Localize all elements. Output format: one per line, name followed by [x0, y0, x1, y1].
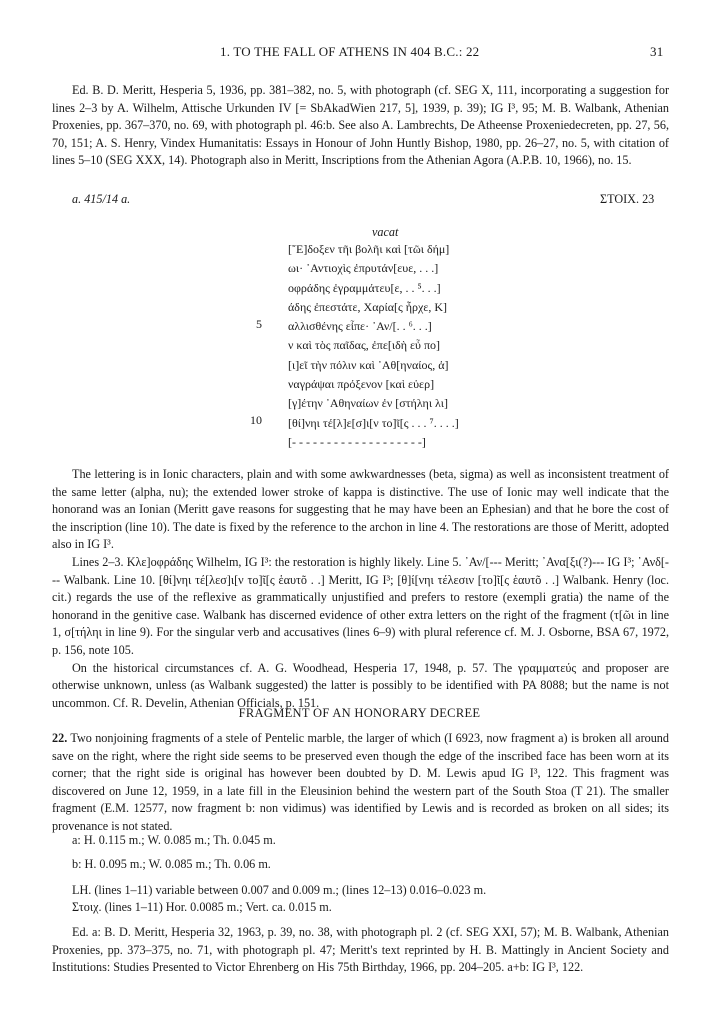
inscription-block	[288, 240, 459, 452]
inscription-line: ωι· ᾽Αντιοχὶς ἐπρυτάν[ευε, . . .]	[288, 261, 439, 276]
inscription-line: [῎Ε]δοξεν τῆι βολῆι καὶ [τῶι δήμ]	[288, 242, 450, 256]
edition-21-paragraph	[52, 82, 669, 170]
commentary	[52, 466, 669, 712]
inscription-line: αλλισθένης εἶπε· ᾽Αν/[. . ⁶. . .]	[288, 319, 432, 334]
measurement-a: a: H. 0.115 m.; W. 0.085 m.; Th. 0.045 m.	[72, 833, 276, 847]
inscription-line: οφράδης ἐγραμμάτευ[ε, . . ⁵. . .]	[288, 280, 441, 295]
edition-22-paragraph	[52, 924, 669, 977]
commentary-paragraph-2: Lines 2–3. Κλε]οφράδης Wilhelm, IG I³: the restoration is highly likely. Line 5. ᾽Αν/[--- Meritt; ᾽Ανα[ξι(?)--- IG I³; ᾽Ανδ[--- Walbank. Line 10. [θί]νηι τέ[λεσ]ι[ν το]ῖ[ς ἑαυτõ . .] Meritt, IG I³; [θ]ί[νηι τέλεσιν [το]ῖ[ς ἑαυτõ . .] Walbank. Henry (loc. cit.) regards the use of the reflexive as grammatically unjustified and prefers to restore (exempli gratia) the name of the honorand in the genitive case. Walbank has discerned evidence of other extra letters on the right of the fragment (τ[ῶι in line 1, σ[τήληι in line 9). For the singular verb and accusatives (lines 6–9) with plural reference cf. M. J. Osborne, BSA 67, 1972, p. 156, note 105.	[52, 554, 669, 657]
inscription-line: [- - - - - - - - - - - - - - - - - - -]	[288, 434, 426, 449]
vacat-label: vacat	[372, 225, 399, 239]
entry-number: 22.	[52, 731, 68, 745]
edition-21-text: Ed. B. D. Meritt, Hesperia 5, 1936, pp. 381–382, no. 5, with photograph (cf. SEG X, 111, incorporating a suggestion for lines 2–3 by A. Wilhelm, Attische Urkunden IV [= SbAkadWien 217, 5], 1939, p. 39); IG I³, 95; M. B. Walbank, Athenian Proxenies, pp. 367–370, no. 69, with photograph pl. 46:b. See also A. Lambrechts, De Atheense Proxeniedecreten, pp. 27, 56, 70, 151; A. S. Henry, Vindex Humanitatis: Essays in Honour of John Huntly Bishop, 1980, pp. 26–27, no. 5, with citation of lines 5–10 (SEG XXX, 14). Photograph also in Meritt, Inscriptions from the Athenian Agora (A.P.B. 10, 1966), no. 15.	[52, 83, 669, 168]
entry-22-paragraph	[52, 730, 669, 836]
letter-height: LH. (lines 1–11) variable between 0.007 and 0.009 m.; (lines 12–13) 0.016–0.023 m.	[72, 883, 487, 897]
stoich-label: ΣΤΟΙΧ. 23	[600, 192, 655, 206]
measurement-b: b: H. 0.095 m.; W. 0.085 m.; Th. 0.06 m.	[72, 857, 271, 871]
line-number-10: 10	[250, 413, 262, 427]
inscription-line: [γ]έτην ᾽Αθηναίων ἐν [στήληι λι]	[288, 396, 448, 411]
date-line: a. 415/14 a.	[72, 192, 131, 206]
commentary-paragraph-1: The lettering is in Ionic characters, plain and with some awkwardnesses (beta, sigma) as well as inconsistent treatment of the same letter (alpha, nu); the extended lower stroke of kappa is distinctive. The use of Ionic may well indicate that the honorand was an Ionian (Meritt gave reasons for suggesting that he may have been an Ephesian) and that he bore the cost of the inscription (line 10). The date is fixed by the reference to the archon in line 4. The restorations are those of Meritt, adopted also in IG I³.	[52, 467, 669, 552]
commentary-paragraph-3: On the historical circumstances cf. A. G. Woodhead, Hesperia 17, 1948, p. 57. The γραμματεύς and proposer are otherwise unknown, unless (as Walbank suggested) the latter is possibly to be identified with PA 8088; but the name is not uncommon. Cf. R. Develin, Athenian Officials, p. 151.	[52, 660, 669, 710]
edition-22-text: Ed. a: B. D. Meritt, Hesperia 32, 1963, p. 39, no. 38, with photograph pl. 2 (cf. SEG XXI, 57); M. B. Walbank, Athenian Proxenies, pp. 373–375, no. 71, with photograph pl. 47; Meritt's text reprinted by H. B. Mattingly in Ancient Society and Institutions: Studies Presented to Victor Ehrenberg on His 75th Birthday, 1966, pp. 204–205. a+b: IG I³, 122.	[52, 925, 669, 975]
running-title: 1. TO THE FALL OF ATHENS IN 404 B.C.: 22	[220, 44, 480, 59]
line-number-5: 5	[256, 317, 262, 331]
stoichedon-spacing: Στοιχ. (lines 1–11) Hor. 0.0085 m.; Vert. ca. 0.015 m.	[72, 900, 332, 914]
inscription-line: [ι]εῖ τὴν πόλιν καὶ ᾽Αθ[ηναίος, ἀ]	[288, 357, 449, 372]
inscription-line: [θί]νηι τέ[λ]ε[σ]ι[ν το]ῖ[ς . . . ⁷. . . .]	[288, 415, 459, 430]
inscription-line: άδης ἐπεστάτε, Χαρία[ς ἦρχε, Κ]	[288, 299, 448, 314]
inscription-line: ν καὶ τὸς παῖδας, ἐπε[ιδὴ εὖ πο]	[288, 338, 441, 353]
inscription-line: ναγράψαι πρόξενον [καὶ εὐερ]	[288, 377, 435, 392]
entry-22-text: Two nonjoining fragments of a stele of Pentelic marble, the larger of which (I 6923, now fragment a) is broken all around save on the right, where the right side seems to be preserved even though the edge of the inscribed face has been worn at its corner; that the right side is original has however been doubted by D. M. Lewis apud IG I³, 122. This fragment was discovered on June 12, 1959, in a late fill in the Eleusinion behind the western part of the South Stoa (T 21). The smaller fragment (E.M. 12577, now fragment b: non vidimus) was identified by Lewis and is recorded as broken on all sides; its provenance is not stated.	[52, 731, 669, 833]
section-heading: FRAGMENT OF AN HONORARY DECREE	[238, 706, 481, 720]
page-number: 31	[650, 44, 664, 59]
